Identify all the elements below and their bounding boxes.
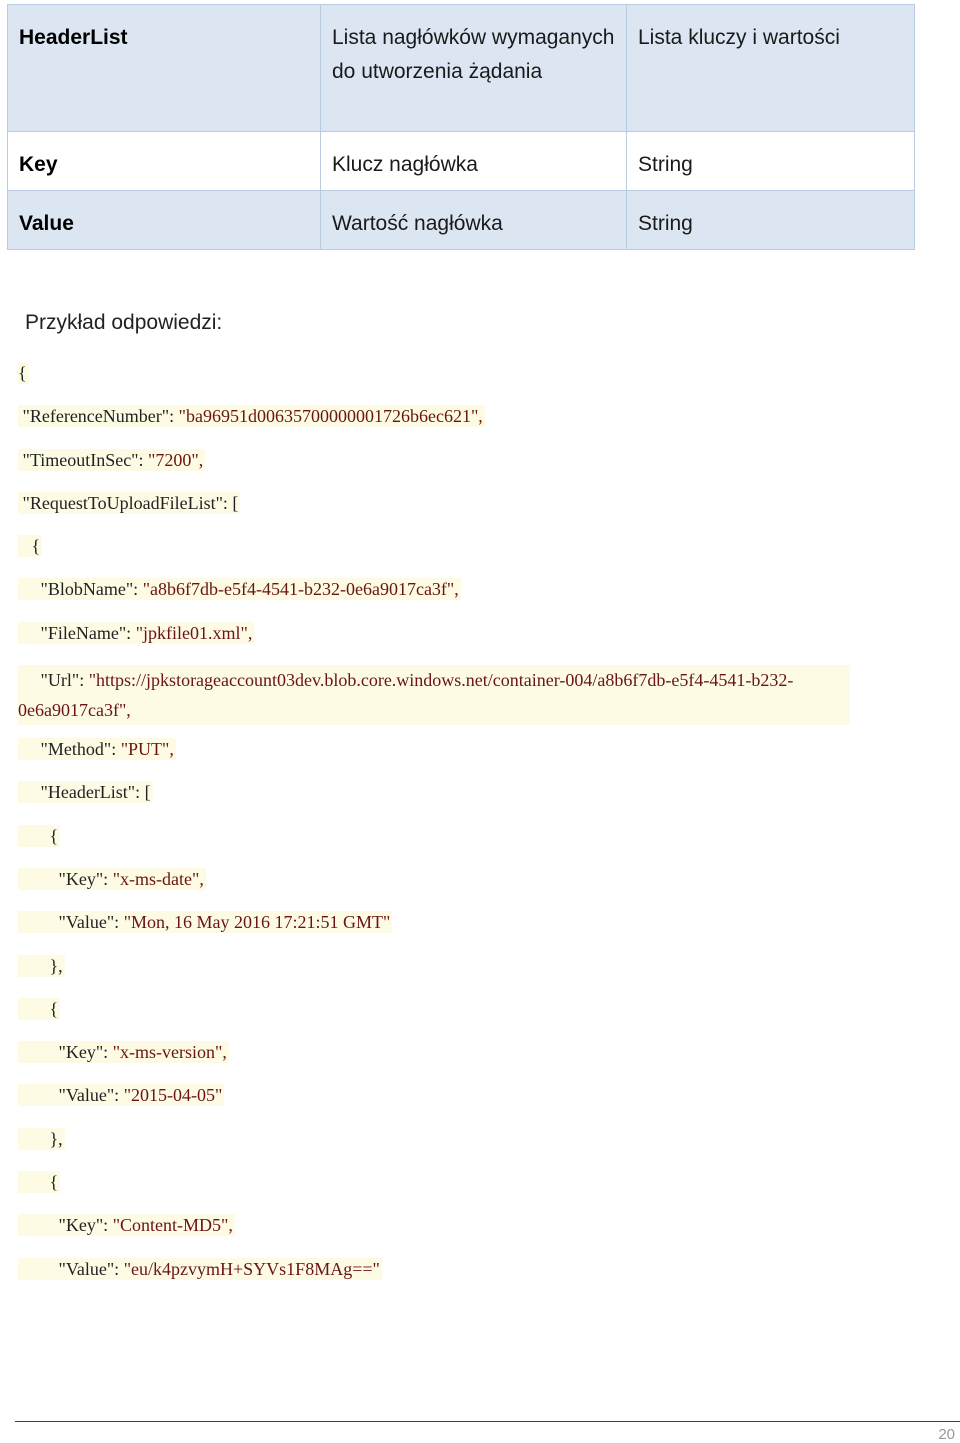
code-indent	[18, 739, 41, 759]
code-key: "HeaderList": [	[40, 782, 151, 803]
code-key: {	[49, 1172, 59, 1193]
param-type: Lista kluczy i wartości	[627, 5, 915, 132]
code-indent	[18, 826, 50, 846]
code-line-text	[18, 955, 65, 977]
code-line-text	[18, 868, 206, 890]
code-line-text	[18, 622, 254, 644]
code-key: "Value":	[58, 1258, 124, 1279]
code-line	[18, 1212, 848, 1255]
code-line-text	[18, 405, 485, 427]
code-key: },	[49, 955, 63, 976]
code-line-text	[18, 1214, 235, 1236]
code-line	[18, 909, 848, 952]
footer-divider	[15, 1421, 960, 1422]
param-name: HeaderList	[8, 5, 321, 132]
example-heading: Przykład odpowiedzi:	[25, 311, 223, 334]
code-key: "Key":	[58, 1215, 113, 1236]
code-line	[18, 996, 848, 1039]
code-line-text	[18, 1128, 65, 1150]
code-key: {	[31, 536, 41, 557]
param-description: Klucz nagłówka	[321, 132, 627, 191]
code-key: "Method":	[40, 739, 121, 760]
code-value: "Content-MD5",	[112, 1215, 233, 1236]
code-line	[18, 620, 848, 663]
code-line	[18, 447, 848, 490]
code-line-text	[18, 535, 42, 557]
code-line-text	[18, 362, 29, 384]
code-indent	[18, 912, 59, 932]
code-line	[18, 576, 848, 619]
code-line-text	[18, 578, 461, 600]
code-value: "x-ms-date",	[112, 868, 204, 889]
code-line-text	[18, 781, 153, 803]
code-key: "Value":	[58, 1085, 124, 1106]
code-line	[18, 403, 848, 446]
parameter-table	[7, 4, 915, 250]
table-row	[8, 132, 915, 191]
code-value: "7200",	[148, 449, 204, 470]
code-line-text	[18, 492, 240, 514]
code-key: },	[49, 1128, 63, 1149]
code-value: "eu/k4pzvymH+SYVs1F8MAg=="	[123, 1258, 380, 1279]
param-description: Lista nagłówków wymaganych do utworzenia żądania	[321, 5, 627, 132]
code-indent	[18, 623, 41, 643]
code-line	[18, 866, 848, 909]
code-line-text	[18, 1258, 382, 1280]
code-indent	[18, 1042, 59, 1062]
code-indent	[18, 536, 32, 556]
code-line	[18, 1082, 848, 1125]
table-row	[8, 5, 915, 132]
code-value: "PUT",	[120, 739, 174, 760]
code-line	[18, 736, 848, 779]
code-value: "https://jpkstorageaccount03dev.blob.core.windows.net/container-004/a8b6f7db-e5f4-4541-b232-0e6a9017ca3f",	[18, 670, 794, 721]
code-line-text	[18, 1041, 229, 1063]
code-value: "Mon, 16 May 2016 17:21:51 GMT"	[123, 912, 391, 933]
param-type: String	[627, 132, 915, 191]
code-key: "Key":	[58, 1042, 113, 1063]
code-indent	[18, 869, 59, 889]
code-line	[18, 823, 848, 866]
code-key: "RequestToUploadFileList": [	[22, 492, 239, 513]
code-line	[18, 1039, 848, 1082]
code-indent	[18, 782, 41, 802]
code-key: "ReferenceNumber":	[22, 406, 179, 427]
code-line	[18, 1126, 848, 1169]
code-line-text	[18, 738, 176, 760]
code-indent	[18, 1085, 59, 1105]
code-indent	[18, 1172, 50, 1192]
param-type: String	[627, 191, 915, 250]
param-name: Value	[8, 191, 321, 250]
code-indent	[18, 670, 41, 690]
code-key: "Value":	[58, 912, 124, 933]
code-indent	[18, 1129, 50, 1149]
code-line-text	[18, 449, 205, 471]
code-line	[18, 953, 848, 996]
code-value: "a8b6f7db-e5f4-4541-b232-0e6a9017ca3f",	[142, 579, 459, 600]
page-number: 20	[938, 1426, 955, 1443]
code-line-text	[18, 998, 60, 1020]
code-line-text	[18, 825, 60, 847]
code-value: "x-ms-version",	[112, 1042, 227, 1063]
code-line-text	[18, 665, 850, 725]
code-key: {	[49, 825, 59, 846]
code-key: "TimeoutInSec":	[22, 449, 149, 470]
code-key: "Key":	[58, 868, 113, 889]
code-key: "BlobName":	[40, 579, 143, 600]
code-key: {	[18, 363, 27, 383]
json-example	[18, 360, 848, 1299]
code-key: {	[49, 998, 59, 1019]
code-indent	[18, 1215, 59, 1235]
code-line	[18, 1256, 848, 1299]
code-line	[18, 663, 848, 736]
code-value: "jpkfile01.xml",	[135, 622, 253, 643]
code-line	[18, 779, 848, 822]
code-value: "ba96951d00635700000001726b6ec621",	[178, 406, 483, 427]
code-line-text	[18, 911, 392, 933]
code-line	[18, 533, 848, 576]
code-value: "2015-04-05"	[123, 1085, 223, 1106]
code-indent	[18, 999, 50, 1019]
code-line-text	[18, 1084, 224, 1106]
code-indent	[18, 1259, 59, 1279]
code-line	[18, 490, 848, 533]
code-line	[18, 1169, 848, 1212]
table-row	[8, 191, 915, 250]
code-indent	[18, 956, 50, 976]
code-key: "FileName":	[40, 622, 136, 643]
code-line	[18, 360, 848, 403]
code-key: "Url":	[40, 670, 89, 691]
param-description: Wartość nagłówka	[321, 191, 627, 250]
code-indent	[18, 579, 41, 599]
param-name: Key	[8, 132, 321, 191]
code-line-text	[18, 1171, 60, 1193]
